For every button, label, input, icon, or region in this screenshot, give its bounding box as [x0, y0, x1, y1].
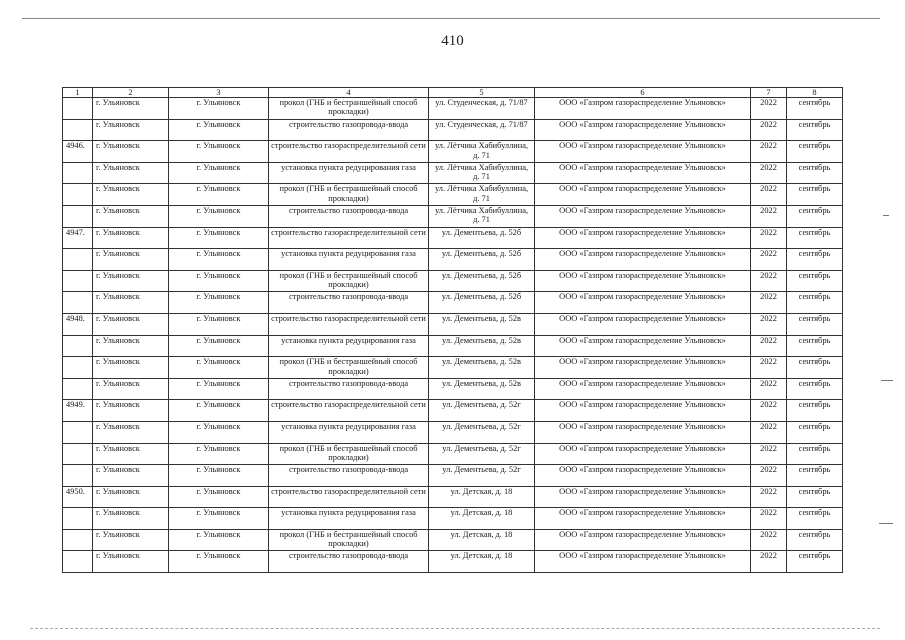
cell-8: сентябрь: [787, 529, 843, 551]
cell-1: [63, 292, 93, 314]
table-row: [63, 227, 843, 249]
cell-6: ООО «Газпром газораспределение Ульяновск»: [535, 465, 751, 487]
cell-7: 2022: [751, 486, 787, 508]
cell-5: ул. Дементьева, д. 52г: [429, 465, 535, 487]
cell-7: 2022: [751, 184, 787, 206]
cell-1: [63, 98, 93, 120]
cell-3: г. Ульяновск: [169, 184, 269, 206]
cell-7: 2022: [751, 141, 787, 163]
cell-4: строительство газораспределительной сети: [269, 486, 429, 508]
cell-6: ООО «Газпром газораспределение Ульяновск»: [535, 184, 751, 206]
cell-6: ООО «Газпром газораспределение Ульяновск»: [535, 249, 751, 271]
cell-6: ООО «Газпром газораспределение Ульяновск»: [535, 98, 751, 120]
table-row: [63, 357, 843, 379]
column-header: 5: [429, 88, 535, 98]
cell-3: г. Ульяновск: [169, 98, 269, 120]
cell-6: ООО «Газпром газораспределение Ульяновск»: [535, 421, 751, 443]
cell-1: [63, 357, 93, 379]
column-header: 2: [93, 88, 169, 98]
cell-1: [63, 184, 93, 206]
cell-1: 4946.: [63, 141, 93, 163]
table-row: [63, 313, 843, 335]
table-row: [63, 508, 843, 530]
cell-7: 2022: [751, 529, 787, 551]
cell-1: 4950.: [63, 486, 93, 508]
cell-5: ул. Дементьева, д. 52г: [429, 443, 535, 465]
cell-7: 2022: [751, 335, 787, 357]
cell-1: [63, 443, 93, 465]
cell-5: ул. Детская, д. 18: [429, 508, 535, 530]
cell-1: [63, 270, 93, 292]
cell-8: сентябрь: [787, 227, 843, 249]
cell-3: г. Ульяновск: [169, 443, 269, 465]
cell-3: г. Ульяновск: [169, 551, 269, 573]
cell-8: сентябрь: [787, 335, 843, 357]
cell-8: сентябрь: [787, 465, 843, 487]
cell-4: строительство газопровода-ввода: [269, 378, 429, 400]
cell-6: ООО «Газпром газораспределение Ульяновск»: [535, 335, 751, 357]
cell-8: сентябрь: [787, 551, 843, 573]
cell-3: г. Ульяновск: [169, 378, 269, 400]
cell-1: 4947.: [63, 227, 93, 249]
cell-5: ул. Дементьева, д. 52г: [429, 400, 535, 422]
cell-6: ООО «Газпром газораспределение Ульяновск»: [535, 141, 751, 163]
cell-1: [63, 378, 93, 400]
column-header: 3: [169, 88, 269, 98]
cell-6: ООО «Газпром газораспределение Ульяновск»: [535, 357, 751, 379]
cell-2: г. Ульяновск: [93, 313, 169, 335]
cell-8: сентябрь: [787, 378, 843, 400]
cell-4: прокол (ГНБ и бестраншейный способ прокладки): [269, 357, 429, 379]
cell-8: сентябрь: [787, 119, 843, 141]
cell-3: г. Ульяновск: [169, 313, 269, 335]
cell-8: сентябрь: [787, 205, 843, 227]
cell-8: сентябрь: [787, 98, 843, 120]
cell-2: г. Ульяновск: [93, 249, 169, 271]
cell-7: 2022: [751, 378, 787, 400]
cell-5: ул. Дементьева, д. 52б: [429, 292, 535, 314]
cell-2: г. Ульяновск: [93, 486, 169, 508]
cell-8: сентябрь: [787, 162, 843, 184]
table-row: [63, 378, 843, 400]
cell-5: ул. Дементьева, д. 52б: [429, 270, 535, 292]
table-row: [63, 119, 843, 141]
cell-4: строительство газораспределительной сети: [269, 400, 429, 422]
cell-1: 4949.: [63, 400, 93, 422]
cell-4: строительство газопровода-ввода: [269, 465, 429, 487]
cell-1: [63, 335, 93, 357]
cell-2: г. Ульяновск: [93, 98, 169, 120]
cell-7: 2022: [751, 292, 787, 314]
cell-4: установка пункта редуцирования газа: [269, 249, 429, 271]
objects-table: [62, 87, 843, 573]
cell-6: ООО «Газпром газораспределение Ульяновск»: [535, 119, 751, 141]
table-row: [63, 98, 843, 120]
cell-8: сентябрь: [787, 508, 843, 530]
page-number: 410: [441, 33, 464, 49]
cell-7: 2022: [751, 443, 787, 465]
cell-7: 2022: [751, 205, 787, 227]
cell-3: г. Ульяновск: [169, 292, 269, 314]
column-number-row: [63, 88, 843, 98]
cell-2: г. Ульяновск: [93, 162, 169, 184]
table-row: [63, 270, 843, 292]
table-row: [63, 465, 843, 487]
cell-7: 2022: [751, 98, 787, 120]
cell-5: ул. Дементьева, д. 52в: [429, 357, 535, 379]
cell-6: ООО «Газпром газораспределение Ульяновск»: [535, 400, 751, 422]
cell-2: г. Ульяновск: [93, 443, 169, 465]
table-row: [63, 443, 843, 465]
cell-5: ул. Студенческая, д. 71/87: [429, 119, 535, 141]
page-frame-top: [22, 18, 880, 19]
table-row: [63, 184, 843, 206]
cell-5: ул. Дементьева, д. 52в: [429, 335, 535, 357]
cell-4: установка пункта редуцирования газа: [269, 421, 429, 443]
cell-6: ООО «Газпром газораспределение Ульяновск»: [535, 227, 751, 249]
cell-5: ул. Лётчика Хабибуллина, д. 71: [429, 162, 535, 184]
cell-8: сентябрь: [787, 400, 843, 422]
cell-6: ООО «Газпром газораспределение Ульяновск»: [535, 205, 751, 227]
cell-3: г. Ульяновск: [169, 421, 269, 443]
cell-3: г. Ульяновск: [169, 162, 269, 184]
cell-5: ул. Дементьева, д. 52в: [429, 378, 535, 400]
cell-5: ул. Лётчика Хабибуллина, д. 71: [429, 205, 535, 227]
cell-4: строительство газораспределительной сети: [269, 141, 429, 163]
cell-6: ООО «Газпром газораспределение Ульяновск»: [535, 529, 751, 551]
cell-4: установка пункта редуцирования газа: [269, 162, 429, 184]
cell-5: ул. Дементьева, д. 52в: [429, 313, 535, 335]
cell-6: ООО «Газпром газораспределение Ульяновск»: [535, 486, 751, 508]
cell-2: г. Ульяновск: [93, 270, 169, 292]
cell-7: 2022: [751, 465, 787, 487]
table-row: [63, 141, 843, 163]
cell-3: г. Ульяновск: [169, 119, 269, 141]
cell-4: строительство газопровода-ввода: [269, 119, 429, 141]
cell-5: ул. Лётчика Хабибуллина, д. 71: [429, 184, 535, 206]
cell-4: строительство газопровода-ввода: [269, 205, 429, 227]
cell-8: сентябрь: [787, 421, 843, 443]
cell-2: г. Ульяновск: [93, 141, 169, 163]
cell-7: 2022: [751, 357, 787, 379]
cell-2: г. Ульяновск: [93, 119, 169, 141]
cell-2: г. Ульяновск: [93, 184, 169, 206]
cell-8: сентябрь: [787, 184, 843, 206]
cell-7: 2022: [751, 227, 787, 249]
cell-3: г. Ульяновск: [169, 227, 269, 249]
cell-1: [63, 205, 93, 227]
cell-3: г. Ульяновск: [169, 486, 269, 508]
cell-7: 2022: [751, 162, 787, 184]
cell-2: г. Ульяновск: [93, 205, 169, 227]
cell-7: 2022: [751, 119, 787, 141]
cell-1: 4948.: [63, 313, 93, 335]
cell-1: [63, 551, 93, 573]
table-row: [63, 400, 843, 422]
column-header: 8: [787, 88, 843, 98]
cell-5: ул. Детская, д. 18: [429, 551, 535, 573]
cell-6: ООО «Газпром газораспределение Ульяновск»: [535, 292, 751, 314]
cell-2: г. Ульяновск: [93, 292, 169, 314]
cell-4: прокол (ГНБ и бестраншейный способ прокладки): [269, 98, 429, 120]
cell-2: г. Ульяновск: [93, 551, 169, 573]
cell-1: [63, 465, 93, 487]
cell-8: сентябрь: [787, 443, 843, 465]
cell-1: [63, 529, 93, 551]
cell-7: 2022: [751, 551, 787, 573]
table-row: [63, 162, 843, 184]
cell-3: г. Ульяновск: [169, 357, 269, 379]
cell-6: ООО «Газпром газораспределение Ульяновск»: [535, 378, 751, 400]
cell-6: ООО «Газпром газораспределение Ульяновск»: [535, 270, 751, 292]
cell-2: г. Ульяновск: [93, 357, 169, 379]
cell-3: г. Ульяновск: [169, 335, 269, 357]
table-row: [63, 249, 843, 271]
cell-1: [63, 162, 93, 184]
cell-4: строительство газораспределительной сети: [269, 227, 429, 249]
cell-2: г. Ульяновск: [93, 421, 169, 443]
cell-7: 2022: [751, 400, 787, 422]
cell-4: прокол (ГНБ и бестраншейный способ прокладки): [269, 270, 429, 292]
cell-1: [63, 421, 93, 443]
table-row: [63, 486, 843, 508]
table-row: [63, 335, 843, 357]
table-row: [63, 205, 843, 227]
cell-4: установка пункта редуцирования газа: [269, 508, 429, 530]
cell-6: ООО «Газпром газораспределение Ульяновск»: [535, 162, 751, 184]
cell-1: [63, 119, 93, 141]
cell-4: прокол (ГНБ и бестраншейный способ прокладки): [269, 529, 429, 551]
column-header: 1: [63, 88, 93, 98]
cell-6: ООО «Газпром газораспределение Ульяновск»: [535, 508, 751, 530]
cell-4: прокол (ГНБ и бестраншейный способ прокладки): [269, 443, 429, 465]
cell-3: г. Ульяновск: [169, 205, 269, 227]
cell-2: г. Ульяновск: [93, 508, 169, 530]
cell-2: г. Ульяновск: [93, 227, 169, 249]
cell-3: г. Ульяновск: [169, 508, 269, 530]
cell-1: [63, 508, 93, 530]
table-row: [63, 529, 843, 551]
cell-2: г. Ульяновск: [93, 400, 169, 422]
cell-8: сентябрь: [787, 141, 843, 163]
cell-4: прокол (ГНБ и бестраншейный способ прокладки): [269, 184, 429, 206]
table-row: [63, 551, 843, 573]
cell-5: ул. Дементьева, д. 52б: [429, 227, 535, 249]
table-row: [63, 292, 843, 314]
cell-3: г. Ульяновск: [169, 270, 269, 292]
cell-7: 2022: [751, 270, 787, 292]
cell-6: ООО «Газпром газораспределение Ульяновск»: [535, 443, 751, 465]
cell-4: установка пункта редуцирования газа: [269, 335, 429, 357]
table-row: [63, 421, 843, 443]
cell-7: 2022: [751, 313, 787, 335]
column-header: 6: [535, 88, 751, 98]
cell-5: ул. Дементьева, д. 52г: [429, 421, 535, 443]
cell-6: ООО «Газпром газораспределение Ульяновск»: [535, 551, 751, 573]
column-header: 7: [751, 88, 787, 98]
cell-8: сентябрь: [787, 292, 843, 314]
cell-5: ул. Студенческая, д. 71/87: [429, 98, 535, 120]
column-header: 4: [269, 88, 429, 98]
cell-7: 2022: [751, 249, 787, 271]
cell-2: г. Ульяновск: [93, 529, 169, 551]
cell-2: г. Ульяновск: [93, 465, 169, 487]
cell-4: строительство газопровода-ввода: [269, 551, 429, 573]
cell-8: сентябрь: [787, 357, 843, 379]
cell-7: 2022: [751, 421, 787, 443]
cell-6: ООО «Газпром газораспределение Ульяновск»: [535, 313, 751, 335]
cell-3: г. Ульяновск: [169, 529, 269, 551]
cell-3: г. Ульяновск: [169, 249, 269, 271]
cell-8: сентябрь: [787, 249, 843, 271]
cell-3: г. Ульяновск: [169, 465, 269, 487]
page-frame-bottom: [30, 628, 880, 629]
cell-5: ул. Детская, д. 18: [429, 529, 535, 551]
cell-8: сентябрь: [787, 486, 843, 508]
cell-4: строительство газораспределительной сети: [269, 313, 429, 335]
scan-marks: [879, 215, 899, 575]
cell-3: г. Ульяновск: [169, 400, 269, 422]
cell-4: строительство газопровода-ввода: [269, 292, 429, 314]
table-body: [63, 98, 843, 573]
cell-5: ул. Детская, д. 18: [429, 486, 535, 508]
cell-8: сентябрь: [787, 270, 843, 292]
cell-3: г. Ульяновск: [169, 141, 269, 163]
cell-5: ул. Лётчика Хабибуллина, д. 71: [429, 141, 535, 163]
cell-1: [63, 249, 93, 271]
cell-5: ул. Дементьева, д. 52б: [429, 249, 535, 271]
cell-2: г. Ульяновск: [93, 378, 169, 400]
cell-7: 2022: [751, 508, 787, 530]
cell-8: сентябрь: [787, 313, 843, 335]
cell-2: г. Ульяновск: [93, 335, 169, 357]
